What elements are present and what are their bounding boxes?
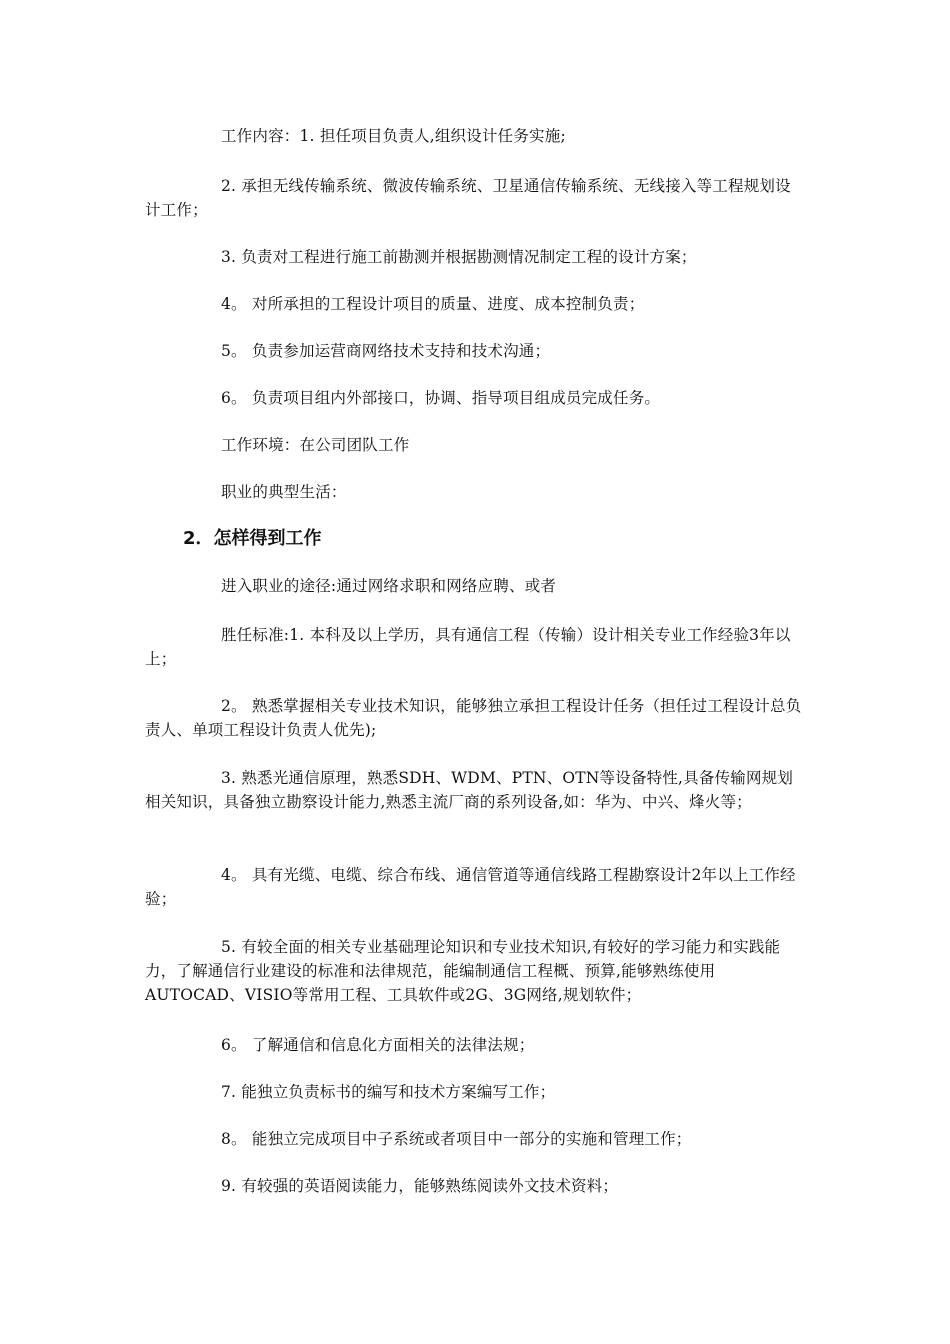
paragraph-criteria-7: 7. 能独立负责标书的编写和技术方案编写工作；: [221, 1083, 556, 1101]
paragraph-criteria-1: 胜任标准:1. 本科及以上学历，具有通信工程（传输）设计相关专业工作经验3年以上；: [145, 626, 791, 668]
paragraph-criteria-8: 8。 能独立完成项目中子系统或者项目中一部分的实施和管理工作；: [221, 1130, 692, 1148]
paragraph-entry-path: 进入职业的途径:通过网络求职和网络应聘、或者: [221, 577, 557, 595]
paragraph-duty-5: 5。 负责参加运营商网络技术支持和技术沟通；: [221, 342, 551, 360]
paragraph-typical-life: 职业的典型生活：: [221, 483, 347, 501]
paragraph-duty-4: 4。 对所承担的工程设计项目的质量、进度、成本控制负责；: [221, 295, 645, 313]
paragraph-work-environment: 工作环境：在公司团队工作: [221, 436, 410, 454]
paragraph-criteria-3: 3. 熟悉光通信原理，熟悉SDH、WDM、PTN、OTN等设备特性,具备传输网规划相关知识，具备独立勘察设计能力,熟悉主流厂商的系列设备,如：华为、中兴、烽火等；: [145, 769, 794, 811]
paragraph-criteria-9: 9. 有较强的英语阅读能力，能够熟练阅读外文技术资料；: [221, 1177, 619, 1195]
paragraph-criteria-4: 4。 具有光缆、电缆、综合布线、通信管道等通信线路工程勘察设计2年以上工作经验；: [145, 866, 796, 908]
section-heading: 2．怎样得到工作: [183, 528, 322, 549]
paragraph-duty-6: 6。 负责项目组内外部接口，协调、指导项目组成员完成任务。: [221, 389, 661, 407]
paragraph-job-content: 工作内容：1. 担任项目负责人,组织设计任务实施;: [221, 127, 566, 145]
paragraph-duty-3: 3. 负责对工程进行施工前勘测并根据勘测情况制定工程的设计方案；: [221, 248, 697, 266]
paragraph-criteria-6: 6。 了解通信和信息化方面相关的法律法规；: [221, 1036, 535, 1054]
paragraph-duty-2: 2. 承担无线传输系统、微波传输系统、卫星通信传输系统、无线接入等工程规划设计工作；: [145, 177, 791, 219]
paragraph-criteria-5: 5. 有较全面的相关专业基础理论知识和专业技术知识,有较好的学习能力和实践能力，了解通信行业建设的标准和法律规范，能编制通信工程概、预算,能够熟练使用AUTOCAD、VISIO等常用工程、工具软件或2G、3G网络,规划软件；: [145, 938, 781, 1004]
paragraph-criteria-2: 2。 熟悉掌握相关专业技术知识，能够独立承担工程设计任务（担任过工程设计总负责人、单项工程设计负责人优先);: [145, 697, 802, 739]
